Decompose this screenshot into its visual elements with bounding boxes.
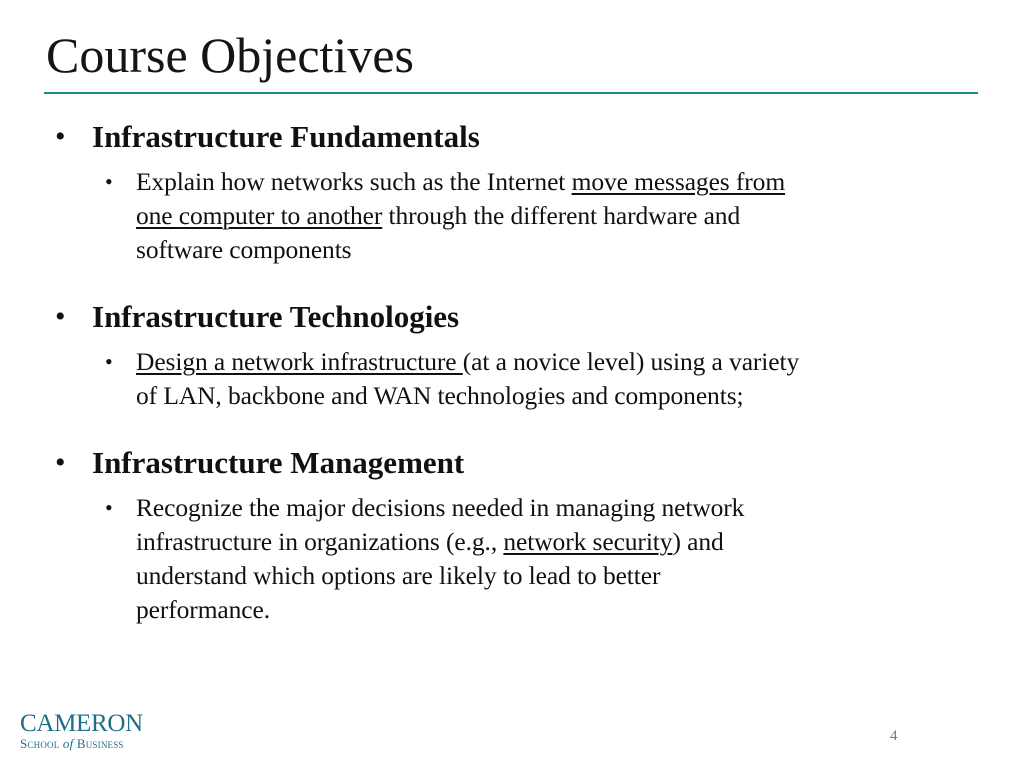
detail-text: of LAN, backbone and WAN technologies and components; — [136, 381, 744, 410]
emphasis-link-text: one computer to another — [136, 201, 383, 230]
section-heading: Infrastructure Technologies — [92, 299, 460, 334]
emphasis-link-text: move messages from — [571, 167, 786, 196]
detail-text: Explain how networks such as the Internet — [136, 167, 572, 196]
logo-business-text: Business — [76, 736, 124, 751]
slide-title: Course Objectives — [46, 27, 414, 83]
logo-school-text: School — [20, 736, 60, 751]
logo-of-text: of — [62, 736, 74, 751]
detail-text: through the different hardware and — [382, 201, 741, 230]
detail-text: infrastructure in organizations (e.g., — [136, 527, 504, 556]
section-detail — [136, 165, 971, 267]
logo-wordmark: CAMERON — [20, 710, 143, 737]
section-detail — [136, 345, 971, 413]
page-number: 4 — [890, 728, 898, 744]
title-divider — [44, 92, 978, 94]
detail-text: Recognize the major decisions needed in managing network — [136, 493, 745, 522]
primary-bullet: • — [55, 120, 66, 153]
detail-text: (at a novice level) using a variety — [462, 347, 800, 376]
secondary-bullet: • — [105, 169, 113, 194]
secondary-bullet: • — [105, 495, 113, 520]
detail-text: understand which options are likely to lead to better — [136, 561, 661, 590]
section-detail — [136, 491, 971, 627]
secondary-bullet: • — [105, 349, 113, 374]
detail-text: performance. — [136, 595, 271, 624]
emphasis-link-text: network security — [503, 527, 673, 556]
section-heading: Infrastructure Fundamentals — [92, 119, 480, 154]
detail-text: software components — [136, 235, 352, 264]
logo-subtitle — [20, 736, 143, 752]
primary-bullet: • — [55, 446, 66, 479]
section-heading: Infrastructure Management — [92, 445, 465, 480]
primary-bullet: • — [55, 300, 66, 333]
emphasis-link-text: Design a network infrastructure — [136, 347, 463, 376]
cameron-school-logo — [20, 712, 143, 752]
detail-text: ) and — [672, 527, 724, 556]
